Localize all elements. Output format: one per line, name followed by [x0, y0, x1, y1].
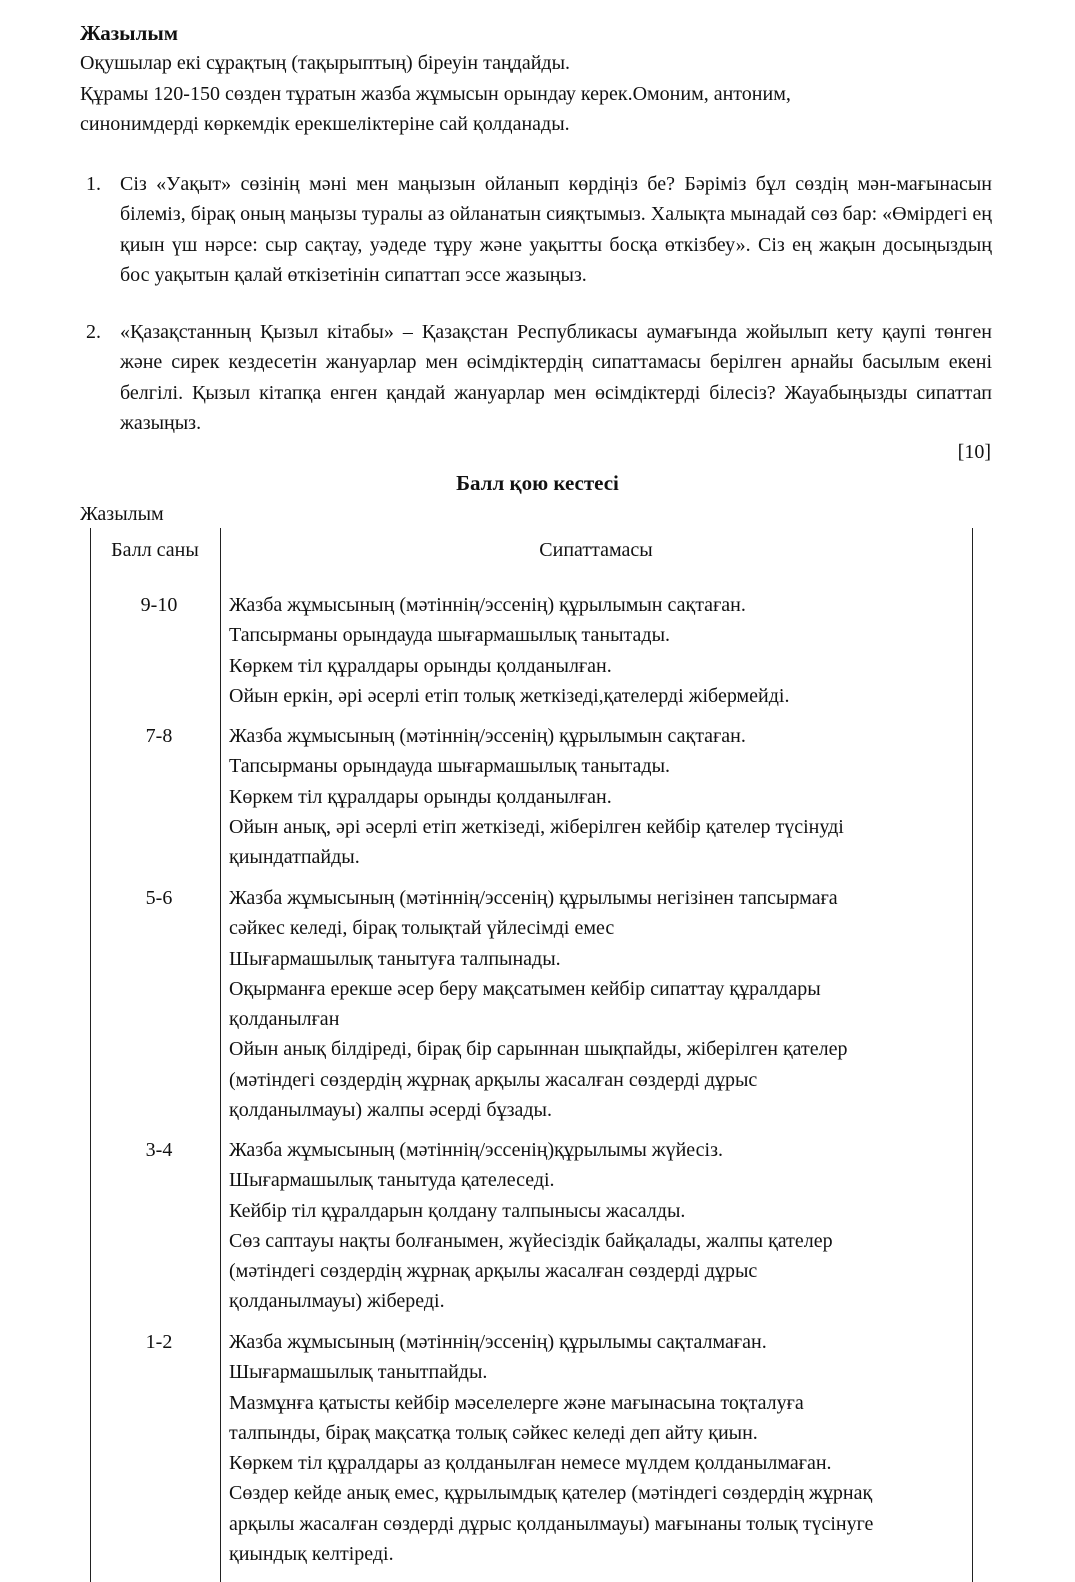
description-line: Ойын анық, әрі әсерлі етіп жеткізеді, жіберілген кейбір қателер түсінуді — [229, 815, 844, 838]
intro-paragraph — [80, 48, 1000, 140]
page-title: Жазылым — [80, 21, 179, 45]
intro-line: Оқушылар екі сұрақтың (тақырыптың) біреуін таңдайды. — [80, 52, 571, 74]
description-line: қолданылмауы) жібереді. — [229, 1290, 445, 1313]
description-line: Кейбір тіл құралдарын қолдану талпынысы жасалды. — [229, 1199, 686, 1222]
description-line: талпынды, бірақ мақсатқа толық сәйкес келеді деп айту қиын. — [229, 1421, 758, 1444]
description-line: қиындатпайды. — [229, 846, 360, 869]
description-line: қолданылмауы) жалпы әсерді бұзады. — [229, 1099, 552, 1122]
intro-line: Құрамы 120-150 сөзден тұратын жазба жұмысын орындау керек.Омоним, антоним, — [80, 82, 791, 105]
question-text: Сіз «Уақыт» сөзінің мәні мен маңызын ойланып көрдіңіз бе? Бәріміз бұл сөздің мән-мағынасын білеміз, бірақ оның маңызы туралы аз ойланатын сияқтымыз. Халықта мынадай сөз бар: «Өмірдегі ең қиын үш нәрсе: сыр сақтау, уәдеде тұру және уақытты босқа өткізбеу». Сіз ең жақын досыңыздың бос уақытын қалай өткізетінін сипаттап эссе жазыңыз. — [120, 173, 992, 286]
table-caption: Жазылым — [80, 503, 164, 525]
description-line: (мәтіндегі сөздердің жұрнақ арқылы жасалған сөздерді дұрыс — [229, 1260, 758, 1283]
table-border-left — [90, 528, 91, 1582]
max-score-mark: [10] — [957, 441, 991, 463]
description-line: Тапсырманы орындауда шығармашылық танытады. — [229, 624, 671, 647]
question-1 — [80, 169, 992, 290]
row-description — [229, 883, 964, 1125]
intro-line: синонимдерді көркемдік ерекшеліктеріне сай қолданады. — [80, 113, 570, 135]
description-line: Оқырманға ерекше әсер беру мақсатымен кейбір сипаттау құралдары — [229, 977, 821, 1000]
description-line: (мәтіндегі сөздердің жұрнақ арқылы жасалған сөздерді дұрыс — [229, 1068, 758, 1091]
row-description — [229, 1135, 964, 1317]
row-points: 9-10 — [140, 594, 178, 616]
row-points: 1-2 — [145, 1331, 173, 1353]
description-line: Көркем тіл құралдары орынды қолданылған. — [229, 785, 612, 808]
description-line: Тапсырманы орындауда шығармашылық танытады. — [229, 755, 671, 778]
question-2 — [80, 317, 992, 438]
table-border-right — [972, 528, 973, 1582]
description-line: Ойын еркін, әрі әсерлі етіп толық жеткізеді,қателерді жібермейді. — [229, 684, 790, 707]
question-text: «Қазақстанның Қызыл кітабы» – Қазақстан Республикасы аумағында жойылып кету қаупі төнген және сирек кездесетін жануарлар мен өсімдіктердің сипаттамасы берілген арнайы басылым екені белгілі. Қызыл кітапқа енген қандай жануарлар мен өсімдіктерді білесіз? Жауабыңызды сипаттап жазыңыз. — [120, 321, 992, 434]
row-points: 7-8 — [145, 725, 173, 747]
row-points: 5-6 — [145, 887, 173, 909]
description-line: Жазба жұмысының (мәтіннің/эссенің) құрылымын сақтаған. — [229, 594, 746, 616]
row-description — [229, 721, 964, 872]
description-line: Шығармашылық танытуға талпынады. — [229, 947, 561, 970]
description-line: қолданылған — [229, 1008, 340, 1031]
table-border-middle — [220, 528, 221, 1582]
rubric-table — [90, 528, 974, 1582]
description-line: Сөз саптауы нақты болғанымен, жүйесіздік байқалады, жалпы қателер — [229, 1229, 833, 1252]
row-description — [229, 590, 964, 711]
question-number: 1. — [86, 173, 101, 195]
description-line: Жазба жұмысының (мәтіннің/эссенің) құрылымы сақталмаған. — [229, 1331, 767, 1353]
header-description: Сипаттамасы — [539, 539, 653, 561]
description-line: Жазба жұмысының (мәтіннің/эссенің) құрылымын сақтаған. — [229, 725, 746, 747]
description-line: Көркем тіл құралдары орынды қолданылған. — [229, 654, 612, 677]
description-line: Көркем тіл құралдары аз қолданылған немесе мүлдем қолданылмаған. — [229, 1452, 832, 1475]
description-line: Жазба жұмысының (мәтіннің/эссенің) құрылымы негізінен тапсырмаға — [229, 887, 838, 909]
row-points: 3-4 — [145, 1139, 173, 1161]
description-line: қиындық келтіреді. — [229, 1543, 394, 1566]
row-description — [229, 1327, 964, 1569]
description-line: Шығармашылық танытпайды. — [229, 1361, 488, 1384]
description-line: Шығармашылық танытуда қателеседі. — [229, 1169, 555, 1192]
description-line: Сөздер кейде анық емес, құрылымдық қателер (мәтіндегі сөздердің жұрнақ — [229, 1482, 873, 1505]
question-number: 2. — [86, 321, 101, 343]
description-line: Жазба жұмысының (мәтіннің/эссенің)құрылымы жүйесіз. — [229, 1139, 724, 1161]
description-line: Мазмұнға қатысты кейбір мәселелерге және мағынасына тоқталуға — [229, 1391, 804, 1414]
header-score: Балл саны — [111, 539, 199, 561]
description-line: арқылы жасалған сөздерді дұрыс қолданылмауы) мағынаны толық түсінуге — [229, 1512, 874, 1535]
table-title: Балл қою кестесі — [456, 471, 619, 495]
description-line: сәйкес келеді, бірақ толықтай үйлесімді емес — [229, 917, 615, 940]
description-line: Ойын анық білдіреді, бірақ бір сарыннан шықпайды, жіберілген қателер — [229, 1038, 848, 1061]
